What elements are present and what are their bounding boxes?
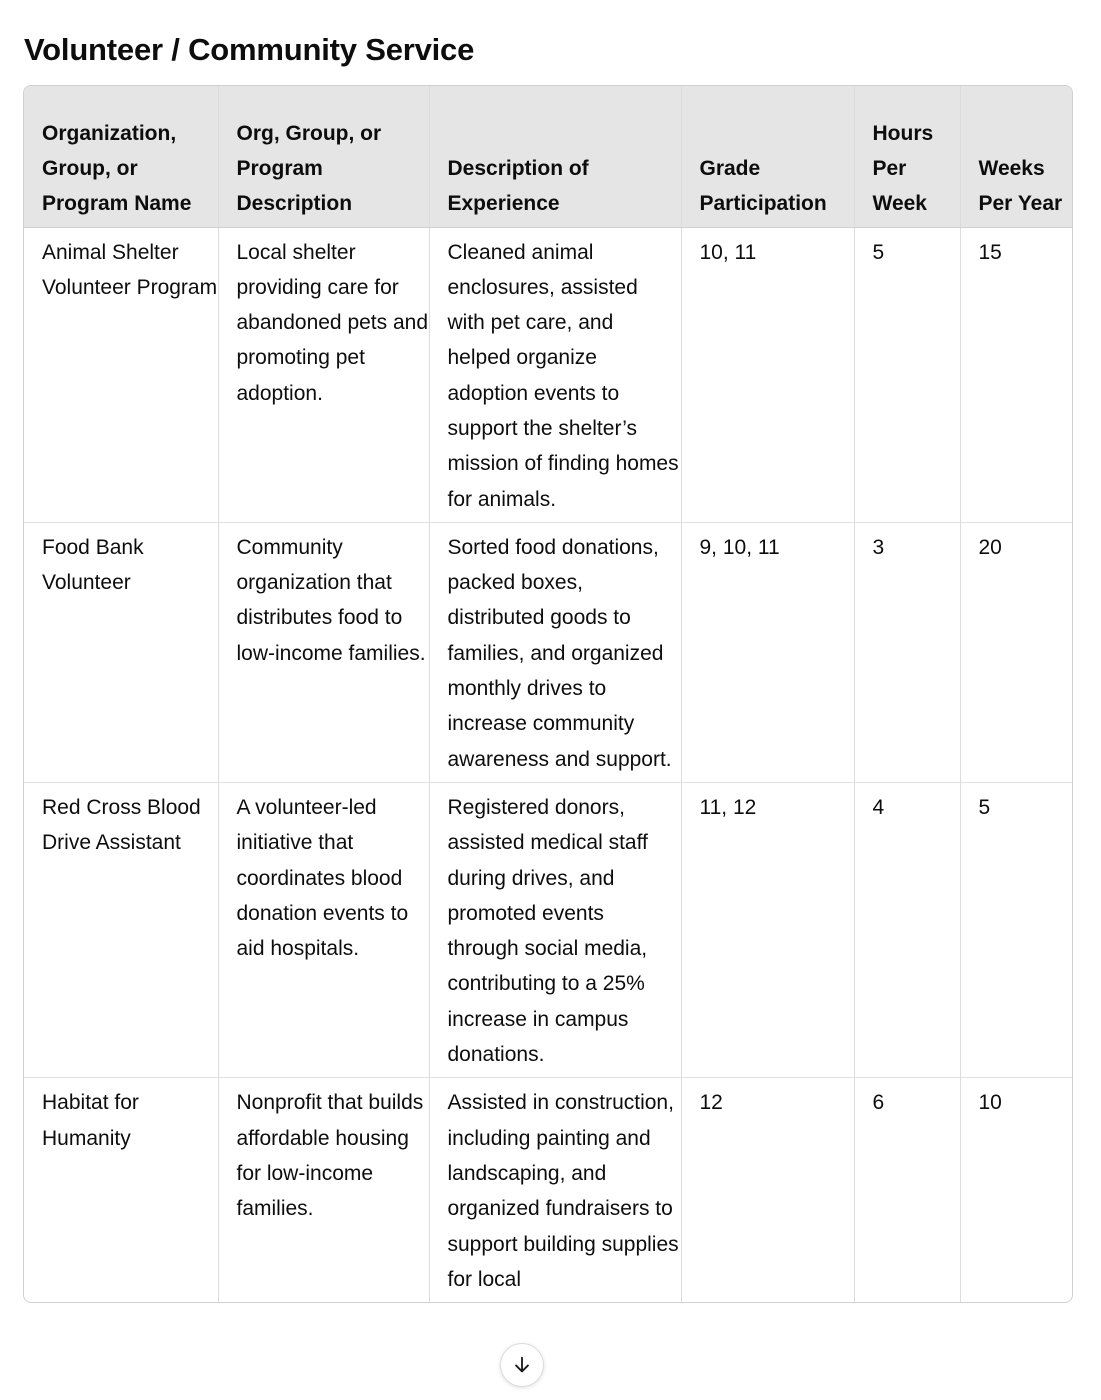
cell-weeks-per-year: 20 — [960, 522, 1072, 782]
cell-weeks-per-year: 10 — [960, 1078, 1072, 1302]
cell-org-name: Food Bank Volunteer — [24, 522, 218, 782]
arrow-down-icon — [511, 1354, 533, 1376]
header-hours-per-week: Hours Per Week — [854, 86, 960, 227]
volunteer-table-container — [23, 85, 1073, 1303]
cell-experience: Registered donors, assisted medical staff during drives, and promoted events through social media, contributing to a 25% increase in campus donations. — [429, 782, 681, 1077]
table-header-row — [24, 86, 1072, 227]
cell-org-name: Animal Shelter Volunteer Program — [42, 240, 218, 299]
cell-grades: 10, 11 — [681, 227, 854, 522]
cell-org-description: Community organization that distributes food to low-income families. — [218, 522, 429, 782]
table-row — [24, 522, 1072, 782]
scroll-to-bottom-button[interactable] — [500, 1343, 544, 1387]
page-title: Volunteer / Community Service — [24, 32, 475, 67]
header-experience: Description of Experience — [429, 86, 681, 227]
cell-hours-per-week: 6 — [854, 1078, 960, 1302]
cell-org-name: Habitat for Humanity — [24, 1078, 218, 1302]
header-org-name: Organization, Group, or Program Name — [24, 86, 218, 227]
cell-experience: Sorted food donations, packed boxes, distributed goods to families, and organized monthly drives to increase community awareness and support. — [429, 522, 681, 782]
table-row — [24, 782, 1072, 1077]
cell-hours-per-week: 3 — [854, 522, 960, 782]
header-grade-participation: Grade Participation — [681, 86, 854, 227]
cell-hours-per-week: 5 — [854, 227, 960, 522]
cell-org-description: Local shelter providing care for abandoned pets and promoting pet adoption. — [218, 227, 429, 522]
cell-grades: 12 — [681, 1078, 854, 1302]
volunteer-table — [24, 86, 1072, 1302]
cell-grades: 11, 12 — [681, 782, 854, 1077]
cell-org-description: Nonprofit that builds affordable housing for low-income families. — [218, 1078, 429, 1302]
cell-experience: Cleaned animal enclosures, assisted with pet care, and helped organize adoption events to support the shelter’s mission of finding homes for animals. — [429, 227, 681, 522]
header-org-description: Org, Group, or Program Description — [218, 86, 429, 227]
cell-hours-per-week: 4 — [854, 782, 960, 1077]
cell-org-name: Red Cross Blood Drive Assistant — [24, 782, 218, 1077]
cell-grades: 9, 10, 11 — [681, 522, 854, 782]
header-weeks-per-year: Weeks Per Year — [960, 86, 1072, 227]
cell-org-description: A volunteer-led initiative that coordinates blood donation events to aid hospitals. — [218, 782, 429, 1077]
cell-experience: Assisted in construction, including painting and landscaping, and organized fundraisers to support building supplies for local — [429, 1078, 681, 1302]
cell-weeks-per-year: 15 — [960, 227, 1072, 522]
cell-weeks-per-year: 5 — [960, 782, 1072, 1077]
table-row — [24, 227, 1072, 522]
table-row — [24, 1078, 1072, 1302]
